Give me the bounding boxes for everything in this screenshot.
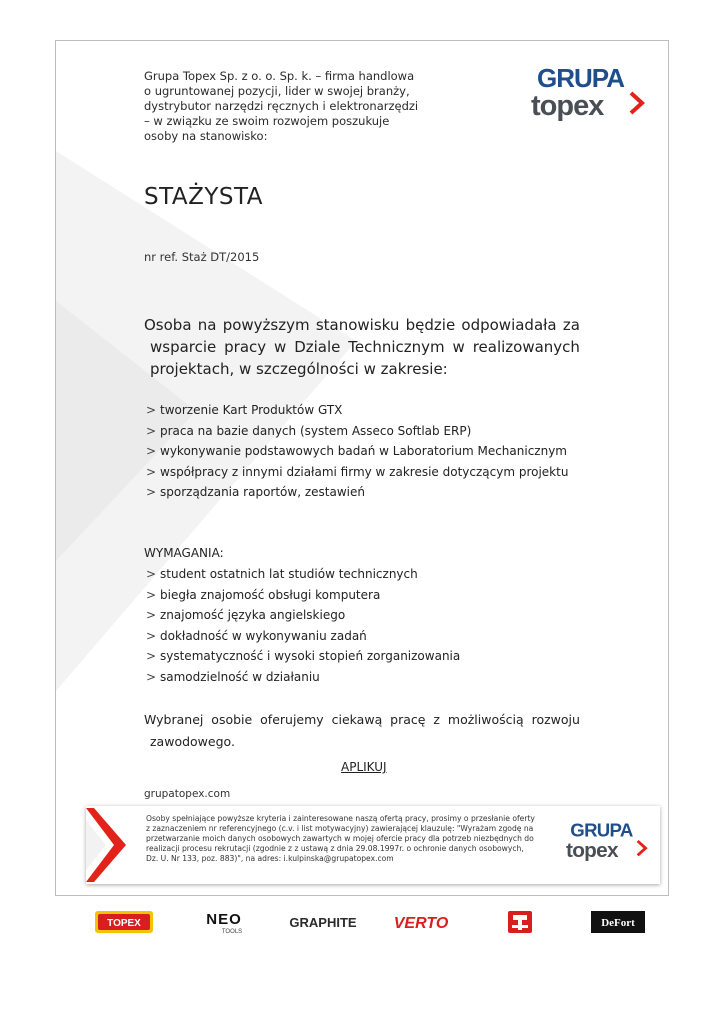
role-description: [144, 314, 580, 380]
task-text: tworzenie Kart Produktów GTX: [160, 403, 343, 417]
word: pracy: [224, 338, 267, 356]
intro-line: – w związku ze swoim rozwojem poszukuje: [144, 114, 390, 128]
svg-text:GRUPA: GRUPA: [570, 819, 633, 841]
chevron-right-icon: >: [146, 567, 157, 581]
fine-line: Dz. U. Nr 133, poz. 883)", na adres: i.kulpinska@grupatopex.com: [146, 854, 394, 863]
list-item: [146, 462, 568, 483]
word: na: [197, 316, 217, 334]
task-text: wykonywanie podstawowych badań w Laboratorium Mechanicznym: [160, 444, 567, 458]
word: osobie: [211, 712, 253, 727]
description-line: [144, 314, 580, 336]
list-item: [146, 626, 460, 647]
brand-logos-row: [0, 905, 724, 939]
svg-text:topex: topex: [566, 838, 618, 862]
chevron-right-icon: >: [146, 423, 157, 438]
word: w: [452, 338, 465, 356]
word: realizowanych: [472, 338, 580, 356]
chevron-right-icon: >: [146, 608, 157, 622]
list-item: [146, 585, 460, 606]
list-item: [146, 667, 460, 688]
svg-text:TOPEX: TOPEX: [107, 918, 141, 929]
word: odpowiadała: [461, 316, 557, 334]
list-item: [146, 605, 460, 626]
chevron-right-icon: >: [146, 403, 157, 417]
topex-brand-logo: [95, 905, 153, 939]
word: rozwoju: [531, 712, 580, 727]
offer-closing: [144, 709, 580, 753]
requirements-heading: WYMAGANIA:: [144, 546, 224, 560]
intro-line: dystrybutor narzędzi ręcznych i elektronarzędzi: [144, 99, 419, 113]
task-text: sporządzania raportów, zestawień: [160, 485, 365, 499]
red-chevron-icon: [86, 806, 146, 884]
word: oferujemy: [260, 712, 324, 727]
list-item: [146, 400, 568, 421]
word: Osoba: [144, 316, 192, 334]
word: wsparcie: [150, 338, 217, 356]
chevron-right-icon: >: [146, 587, 157, 602]
svg-text:DeFort: DeFort: [601, 917, 635, 929]
requirements-list: [146, 564, 460, 687]
requirement-text: znajomość języka angielskiego: [160, 608, 346, 622]
neo-tools-brand-logo: [198, 905, 250, 939]
word: będzie: [405, 316, 456, 334]
chevron-right-icon: >: [146, 444, 157, 458]
description-line: projektach, w szczególności w zakresie:: [150, 360, 448, 378]
chevron-right-icon: >: [146, 464, 157, 479]
task-list: [146, 400, 568, 503]
fine-line: realizacji procesu rekrutacji (zgodnie z z ustawą z dnia 29.08.1997r. o ochronie danych osobowych,: [146, 844, 524, 853]
list-item: [146, 482, 568, 503]
word: za: [562, 316, 580, 334]
graphite-brand-logo: [282, 905, 364, 939]
grupa-topex-logo-small: [566, 816, 652, 866]
closing-line: [144, 709, 580, 731]
chevron-right-icon: >: [146, 485, 157, 499]
chevron-right-icon: >: [146, 628, 157, 643]
requirement-text: biegła znajomość obsługi komputera: [160, 587, 381, 602]
word: ciekawą: [331, 712, 383, 727]
apply-link[interactable]: APLIKUJ: [341, 760, 387, 774]
intro-line: osoby na stanowisko:: [144, 129, 268, 143]
tools-brand-emblem-icon: [505, 905, 535, 939]
chevron-right-icon: >: [146, 649, 157, 663]
word: powyższym: [222, 316, 310, 334]
word: w: [274, 338, 287, 356]
svg-text:VERTO: VERTO: [393, 915, 449, 932]
list-item: [146, 646, 460, 667]
website-link[interactable]: grupatopex.com: [144, 788, 231, 800]
reference-number: nr ref. Staż DT/2015: [144, 250, 260, 264]
requirement-text: dokładność w wykonywaniu zadań: [160, 628, 367, 643]
task-text: współpracy z innymi działami firmy w zakresie dotyczącym projektu: [160, 464, 569, 479]
intro-line: Grupa Topex Sp. z o. o. Sp. k. – firma handlowa: [144, 69, 415, 83]
word: możliwością: [447, 712, 524, 727]
fine-line: Osoby spełniające powyższe kryteria i zainteresowane naszą ofertą pracy, prosimy o przesłanie oferty: [146, 814, 535, 823]
list-item: [146, 441, 568, 462]
word: z: [433, 712, 440, 727]
intro-line: o ugruntowanej pozycji, lider w swojej branży,: [144, 84, 410, 98]
description-line: [144, 336, 580, 358]
word: Technicznym: [348, 338, 445, 356]
closing-line: zawodowego.: [150, 734, 235, 749]
word: Wybranej: [144, 712, 204, 727]
requirement-text: systematyczność i wysoki stopień zorganizowania: [160, 649, 461, 663]
list-item: [146, 421, 568, 442]
job-offer-page: [55, 40, 669, 896]
grupa-topex-logo: [531, 61, 651, 125]
svg-text:GRUPA: GRUPA: [537, 63, 624, 93]
consent-clause: [146, 814, 550, 864]
svg-text:TOOLS: TOOLS: [221, 929, 243, 935]
application-info-banner: [86, 806, 660, 884]
svg-text:topex: topex: [531, 90, 604, 122]
svg-text:GRAPHITE: GRAPHITE: [289, 915, 357, 930]
fine-line: przetwarzanie moich danych osobowych zawartych w mojej ofercie pracy dla potrzeb niezbędnych do: [146, 834, 534, 843]
task-text: praca na bazie danych (system Asseco Softlab ERP): [160, 423, 472, 438]
word: Dziale: [294, 338, 341, 356]
fine-line: z zaznaczeniem nr referencyjnego (c.v. i list motywacyjny) zawierającej klauzulę: "Wyrażam zgodę na: [146, 824, 534, 833]
company-intro: [144, 69, 444, 144]
job-title: STAŻYSTA: [144, 184, 263, 210]
list-item: [146, 564, 460, 585]
word: pracę: [390, 712, 426, 727]
word: stanowisku: [315, 316, 400, 334]
svg-text:NEO: NEO: [206, 911, 242, 928]
requirement-text: student ostatnich lat studiów technicznych: [160, 567, 418, 581]
requirement-text: samodzielność w działaniu: [160, 669, 320, 684]
chevron-right-icon: >: [146, 669, 157, 684]
verto-brand-logo: [385, 905, 457, 939]
defort-brand-logo: [590, 905, 646, 939]
